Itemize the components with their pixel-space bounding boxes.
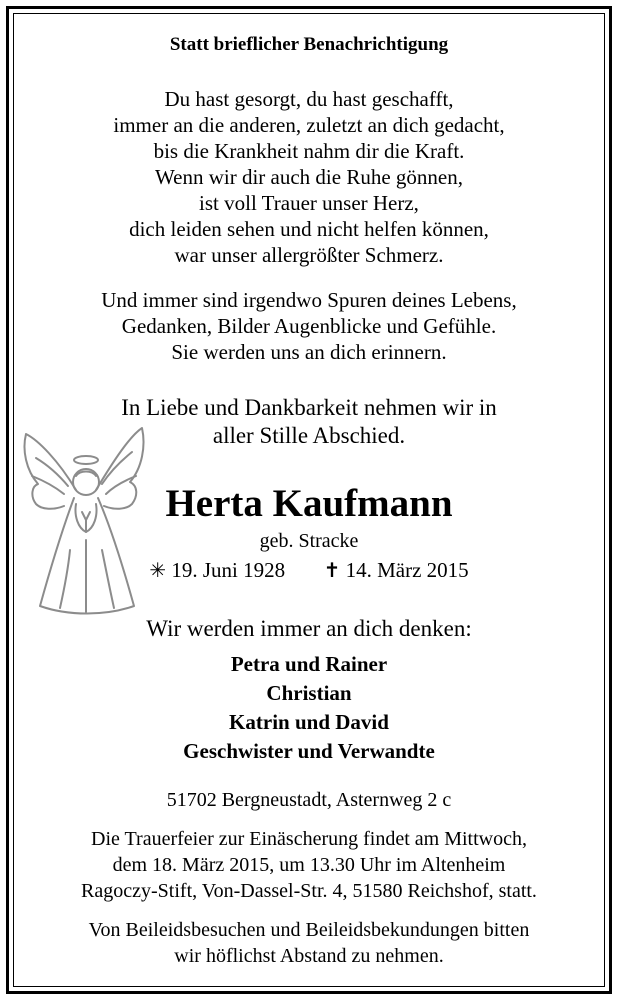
condolence-line: Von Beileidsbesuchen und Beileidsbekundungen bitten	[88, 919, 530, 941]
death-date: 14. März 2015	[345, 558, 469, 582]
deceased-name: Herta Kaufmann	[165, 482, 453, 525]
verse-line: Gedanken, Bilder Augenblicke und Gefühle.	[121, 314, 497, 338]
farewell-line: aller Stille Abschied.	[212, 423, 406, 448]
mourner: Geschwister und Verwandte	[183, 739, 435, 763]
maiden-name: geb. Stracke	[259, 530, 359, 552]
life-dates	[0, 558, 618, 583]
poem-line: Wenn wir dir auch die Ruhe gönnen,	[155, 165, 463, 189]
birth-star-icon: ✳	[149, 558, 167, 582]
funeral-service-info	[0, 826, 618, 904]
mourner: Katrin und David	[229, 710, 389, 734]
poem-line: Du hast gesorgt, du hast geschafft,	[164, 87, 454, 111]
poem-line: dich leiden sehen und nicht helfen können,	[129, 217, 489, 241]
mourners-list	[0, 650, 618, 766]
notice-heading: Statt brieflicher Benachrichtigung	[169, 34, 449, 55]
poem-line: immer an die anderen, zuletzt an dich gedacht,	[113, 113, 505, 137]
verse-line: Sie werden uns an dich erinnern.	[171, 340, 447, 364]
poem	[0, 86, 618, 268]
birth-date: 19. Juni 1928	[171, 558, 286, 582]
poem-line: war unser allergrößter Schmerz.	[174, 243, 444, 267]
condolence-line: wir höflichst Abstand zu nehmen.	[174, 945, 444, 967]
mourner: Petra und Rainer	[230, 652, 388, 676]
service-line: Die Trauerfeier zur Einäscherung findet am Mittwoch,	[91, 828, 527, 850]
death-cross-icon: ✝	[323, 558, 341, 582]
verse-line: Und immer sind irgendwo Spuren deines Lebens,	[101, 288, 517, 312]
poem-line: bis die Krankheit nahm dir die Kraft.	[153, 139, 465, 163]
poem-line: ist voll Trauer unser Herz,	[199, 191, 419, 215]
service-line: dem 18. März 2015, um 13.30 Uhr im Altenheim	[112, 854, 506, 876]
mourner: Christian	[266, 681, 352, 705]
second-verse	[0, 287, 618, 365]
farewell-line: In Liebe und Dankbarkeit nehmen wir in	[121, 395, 497, 420]
remember-line: Wir werden immer an dich denken:	[146, 616, 472, 641]
condolence-request	[0, 917, 618, 969]
service-line: Ragoczy-Stift, Von-Dassel-Str. 4, 51580 Reichshof, statt.	[81, 880, 537, 902]
address: 51702 Bergneustadt, Asternweg 2 c	[166, 789, 452, 811]
